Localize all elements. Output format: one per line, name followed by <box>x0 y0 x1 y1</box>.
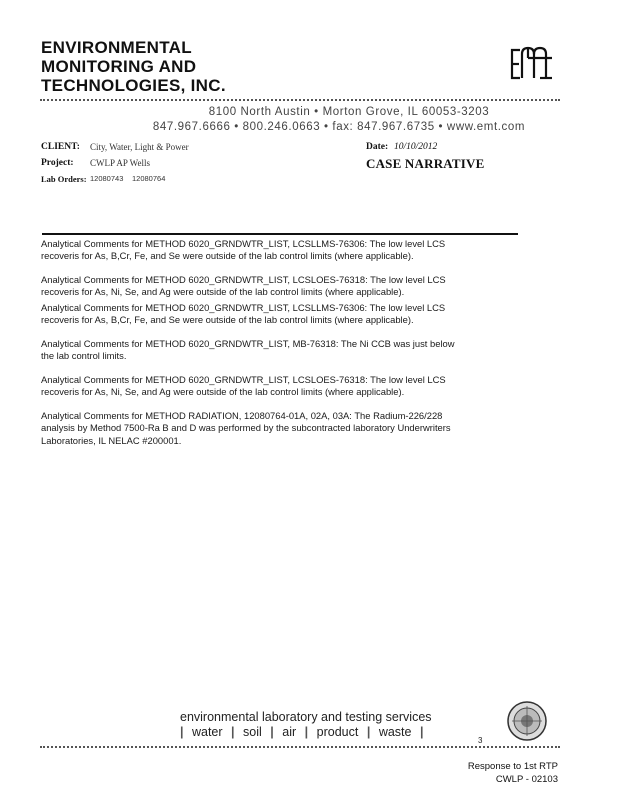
lab-order-2: 12080764 <box>132 174 166 183</box>
client-label: CLIENT: <box>41 142 80 152</box>
services-list <box>180 725 423 739</box>
comment-5: Analytical Comments for METHOD 6020_GRNDWTR_LIST, LCSLOES-76318: The low level LCS recoveris for As, Ni, Se, and Ag were outside of the lab control limits (where applicable). <box>41 374 446 398</box>
service-divider: | <box>270 725 274 739</box>
header-divider <box>40 99 560 101</box>
service-water: water <box>191 725 223 739</box>
page-number: 3 <box>478 736 483 745</box>
response-label: Response to 1st RTP <box>467 761 558 772</box>
project-value: CWLP AP Wells <box>90 158 150 168</box>
client-value: City, Water, Light & Power <box>90 142 189 152</box>
comment-2: Analytical Comments for METHOD 6020_GRNDWTR_LIST, LCSLOES-76318: The low level LCS recoveris for As, Ni, Se, and Ag were outside of the lab control limits (where applicable). <box>41 274 446 298</box>
company-name <box>41 38 226 95</box>
service-waste: waste <box>378 725 412 739</box>
narrative-divider <box>42 233 518 235</box>
service-divider: | <box>180 725 184 739</box>
comment-1: Analytical Comments for METHOD 6020_GRNDWTR_LIST, LCSLLMS-76306: The low level LCS recoveris for As, B,Cr, Fe, and Se were outside of the lab control limits (where applicable). <box>41 238 446 262</box>
service-divider: | <box>304 725 309 739</box>
service-divider: | <box>231 725 235 739</box>
project-label: Project: <box>41 158 74 168</box>
service-divider: | <box>366 725 371 739</box>
document-title: CASE NARRATIVE <box>366 156 485 171</box>
service-soil: soil <box>243 725 262 739</box>
comment-3: Analytical Comments for METHOD 6020_GRNDWTR_LIST, LCSLLMS-76306: The low level LCS recoveris for As, B,Cr, Fe, and Se were outside of the lab control limits (where applicable). <box>41 302 446 326</box>
footer-tagline: environmental laboratory and testing services <box>180 710 432 724</box>
comment-4: Analytical Comments for METHOD 6020_GRNDWTR_LIST, MB-76318: The Ni CCB was just below the lab control limits. <box>41 338 455 362</box>
company-address: 8100 North Austin • Morton Grove, IL 60053-3203 <box>208 106 490 118</box>
accreditation-seal-icon <box>506 700 548 742</box>
company-name-line2: MONITORING AND <box>41 57 197 76</box>
date-label: Date: <box>366 142 389 152</box>
date-value: 10/10/2012 <box>394 142 438 152</box>
comment-6: Analytical Comments for METHOD RADIATION, 12080764-01A, 02A, 03A: The Radium-226/228 analysis by Method 7500-Ra B and D was performed by the subcontracted laboratory Underwriters Laboratories, IL NELAC #200001. <box>41 410 451 446</box>
service-product: product <box>316 725 359 739</box>
response-stamp <box>468 760 558 786</box>
lab-order-1: 12080743 <box>90 174 124 183</box>
company-name-line1: ENVIRONMENTAL <box>41 38 192 57</box>
company-name-line3: TECHNOLOGIES, INC. <box>41 76 226 95</box>
service-divider: | <box>419 725 424 739</box>
lab-orders-label: Lab Orders: <box>41 174 87 184</box>
service-air: air <box>282 725 297 739</box>
emt-logo-icon <box>506 44 558 84</box>
company-contacts: 847.967.6666 • 800.246.0663 • fax: 847.967.6735 • www.emt.com <box>152 121 526 133</box>
document-id: CWLP - 02103 <box>495 774 558 785</box>
footer-divider <box>40 746 560 748</box>
